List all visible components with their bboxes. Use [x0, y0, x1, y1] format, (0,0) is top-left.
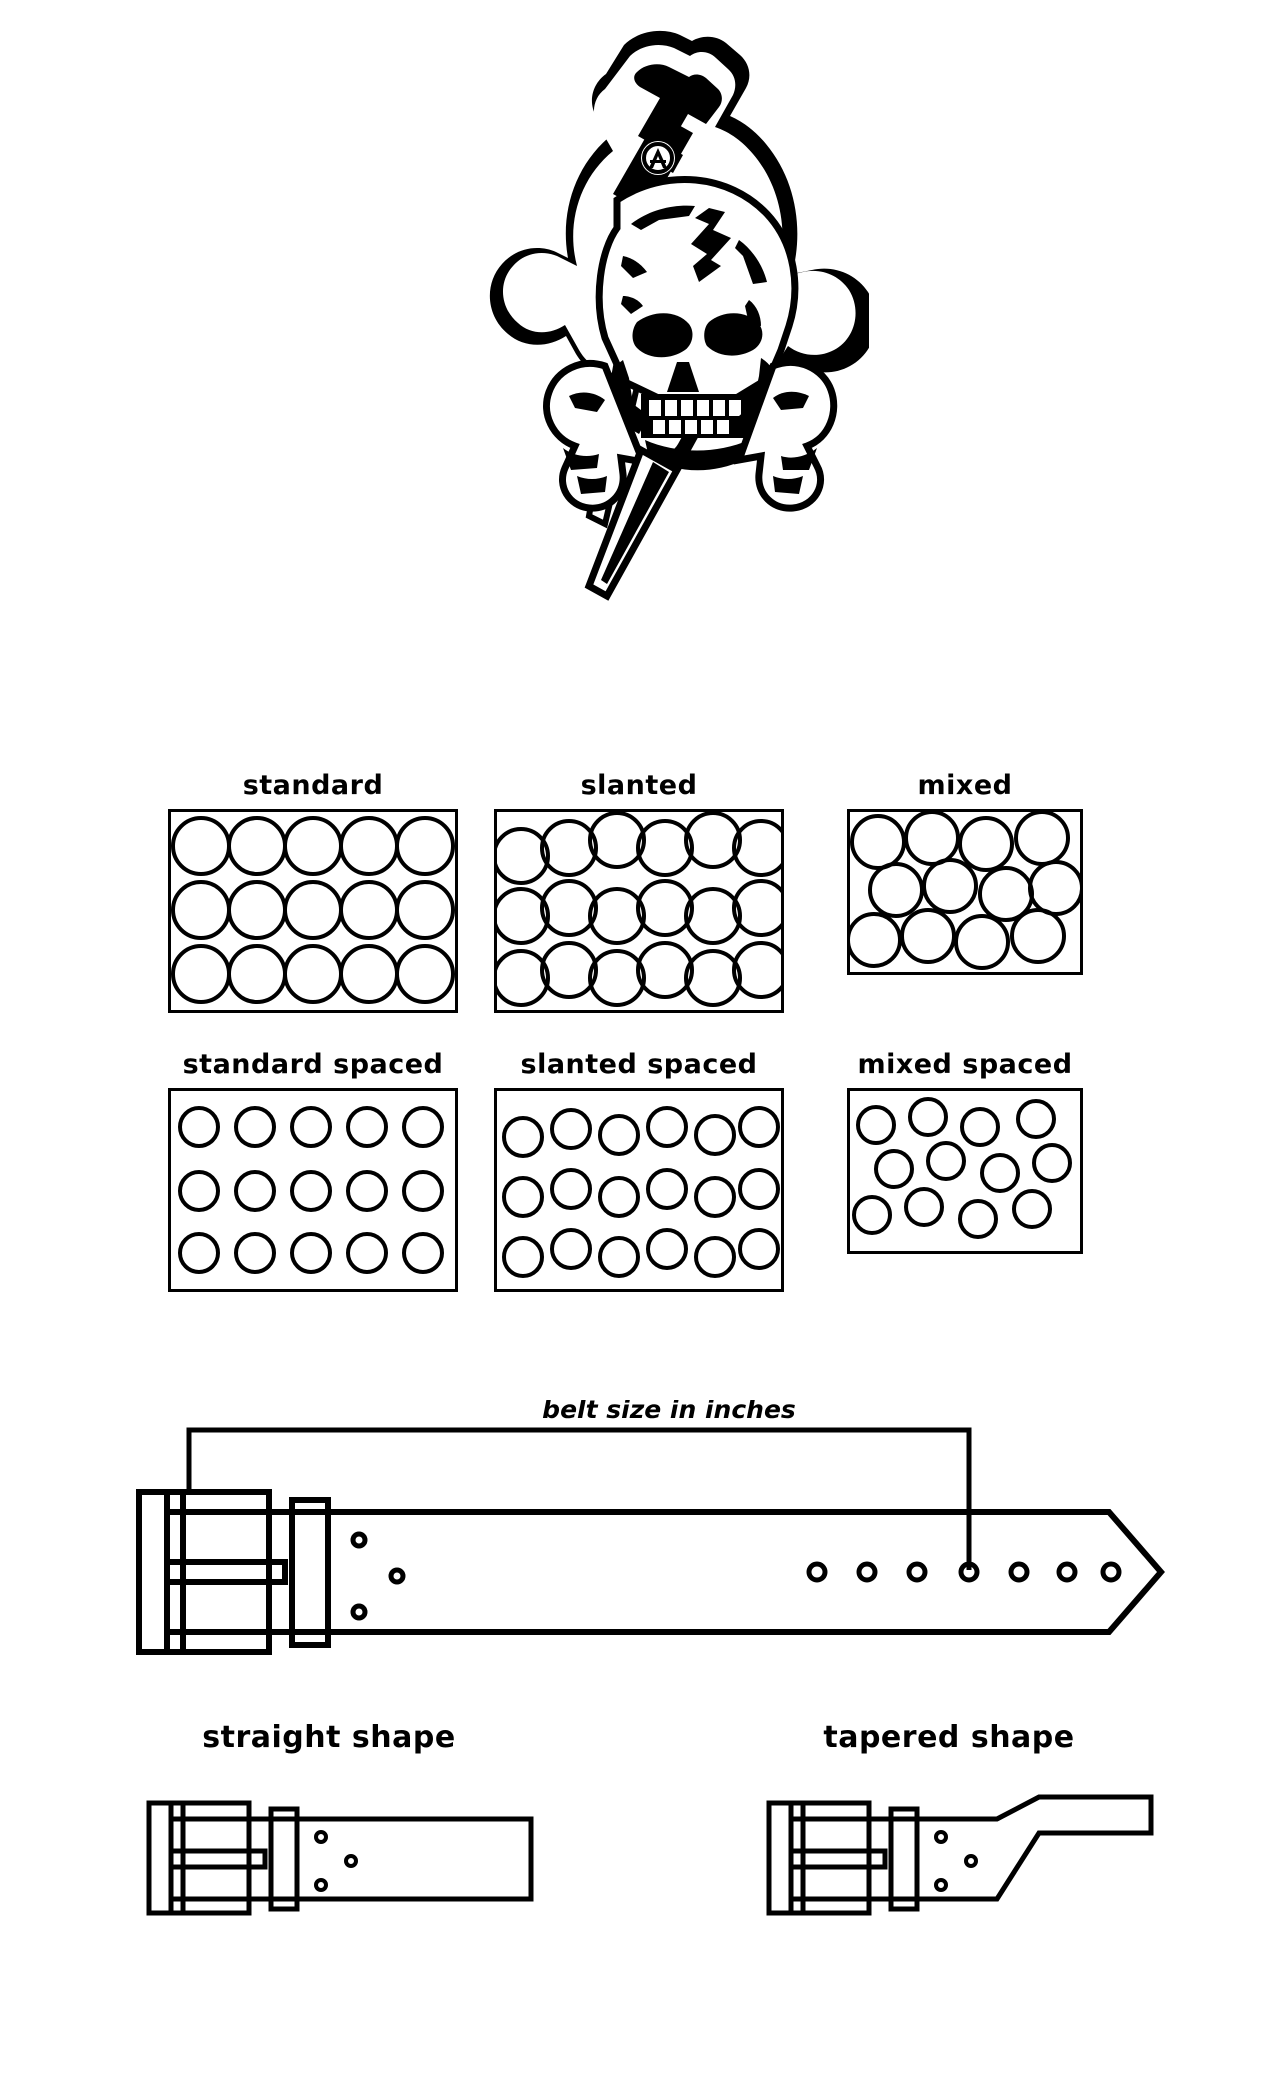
pattern-swatch: [847, 1088, 1083, 1254]
pattern-swatch: [494, 809, 784, 1013]
belt-shape-straight[interactable]: [109, 1720, 549, 1943]
pattern-standard[interactable]: [168, 770, 458, 1013]
belt-shape-row: [0, 1720, 1278, 1943]
pattern-swatch: [494, 1088, 784, 1292]
pattern-label: slanted: [580, 770, 698, 801]
pattern-label: standard spaced: [182, 1049, 444, 1080]
pattern-swatch: [847, 809, 1083, 975]
pattern-standard-spaced[interactable]: [168, 1049, 458, 1292]
buckle-frame: [139, 1492, 269, 1652]
pattern-swatch: [168, 1088, 458, 1292]
shape-label: tapered shape: [823, 1720, 1075, 1755]
pattern-row-spaced: [0, 1049, 1278, 1292]
pattern-slanted-spaced[interactable]: [494, 1049, 784, 1292]
pattern-label: slanted spaced: [520, 1049, 758, 1080]
belt-rivets: [353, 1534, 403, 1618]
belt-keeper-loop: [292, 1500, 328, 1645]
pattern-label: mixed: [917, 770, 1013, 801]
pattern-slanted[interactable]: [494, 770, 784, 1013]
pattern-row-solid: [0, 770, 1278, 1013]
pattern-mixed-spaced[interactable]: [820, 1049, 1110, 1292]
pattern-label: standard: [242, 770, 384, 801]
belt-shape-section: [0, 1720, 1278, 2070]
shape-label: straight shape: [202, 1720, 456, 1755]
belt-size-label: belt size in inches: [542, 1400, 796, 1424]
logo-area: [0, 10, 1278, 740]
belt-holes: [809, 1564, 1119, 1580]
stud-pattern-section: [0, 770, 1278, 1292]
belt-shape-tapered[interactable]: [729, 1720, 1169, 1943]
skull-dagger-logo: [409, 10, 869, 710]
belt-measurement-diagram: [49, 1400, 1229, 1700]
tapered-belt-drawing: [739, 1773, 1159, 1943]
pattern-swatch: [168, 809, 458, 1013]
belt-diagram: [0, 1400, 1278, 1710]
pattern-mixed[interactable]: [820, 770, 1110, 1013]
straight-belt-drawing: [119, 1773, 539, 1943]
pattern-label: mixed spaced: [857, 1049, 1073, 1080]
